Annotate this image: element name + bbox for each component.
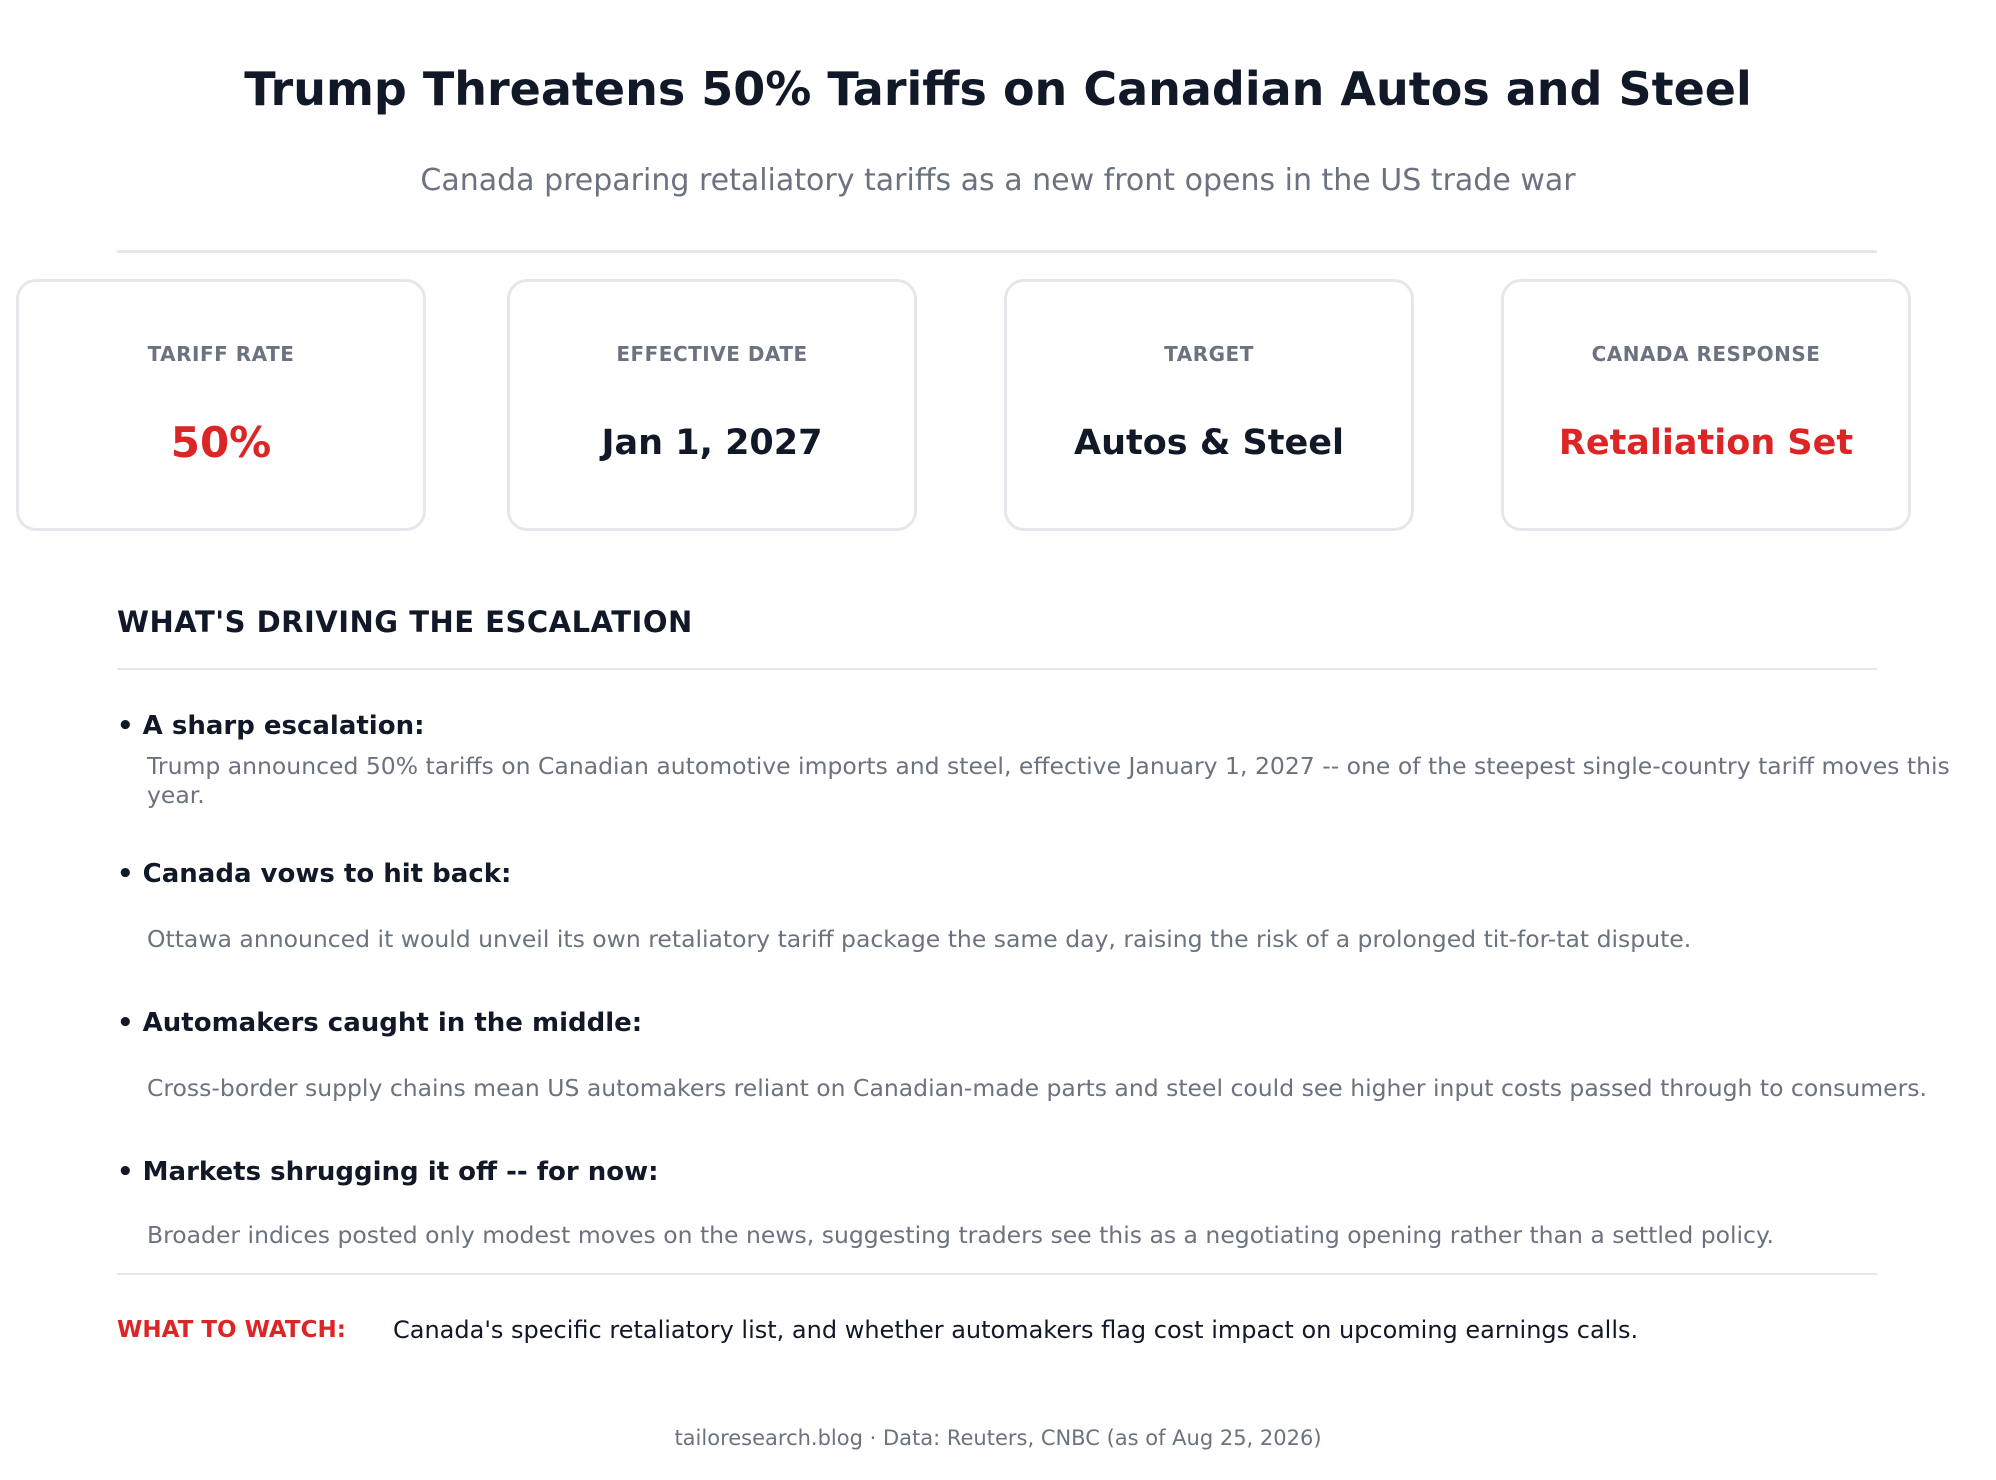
section-heading: WHAT'S DRIVING THE ESCALATION [117,605,693,639]
section-divider [117,668,1877,670]
stat-card-canada-response [1501,279,1911,531]
point-title: • A sharp escalation: [117,711,425,741]
stat-card-label: EFFECTIVE DATE [616,342,808,366]
stat-card-tariff-rate [16,279,426,531]
header-divider [117,250,1877,253]
watch-divider [117,1273,1877,1275]
point-title: • Canada vows to hit back: [117,859,512,889]
stat-card-label: TARIFF RATE [147,342,295,366]
what-to-watch-label: WHAT TO WATCH: [117,1317,346,1343]
what-to-watch-text: Canada's specific retaliatory list, and whether automakers flag cost impact on upcoming earnings calls. [393,1316,1639,1344]
stat-card-effective-date [507,279,917,531]
point-body: Trump announced 50% tariffs on Canadian automotive imports and steel, effective January 1, 2027 -- one of the steepest single-country tariff moves this year. [147,752,1950,809]
point-body: Ottawa announced it would unveil its own retaliatory tariff package the same day, raising the risk of a prolonged tit-for-tat dispute. [147,925,1692,953]
point-body: Cross-border supply chains mean US automakers reliant on Canadian-made parts and steel could see higher input costs passed through to consumers. [147,1074,1927,1102]
stat-card-target [1004,279,1414,531]
point-body: Broader indices posted only modest moves on the news, suggesting traders see this as a negotiating opening rather than a settled policy. [147,1221,1775,1249]
page-title: Trump Threatens 50% Tariffs on Canadian Autos and Steel [244,62,1752,116]
stat-card-label: CANADA RESPONSE [1591,342,1821,366]
stat-card-value: Retaliation Set [1558,423,1854,463]
point-title: • Automakers caught in the middle: [117,1008,643,1038]
stat-card-value: 50% [170,418,272,467]
footer-source: tailoresearch.blog · Data: Reuters, CNBC (as of Aug 25, 2026) [674,1426,1322,1450]
stat-card-value: Autos & Steel [1074,423,1344,463]
page-subtitle: Canada preparing retaliatory tariffs as a new front opens in the US trade war [420,163,1576,198]
stat-card-value: Jan 1, 2027 [601,423,823,463]
stat-card-label: TARGET [1164,342,1254,366]
point-title: • Markets shrugging it off -- for now: [117,1157,659,1187]
